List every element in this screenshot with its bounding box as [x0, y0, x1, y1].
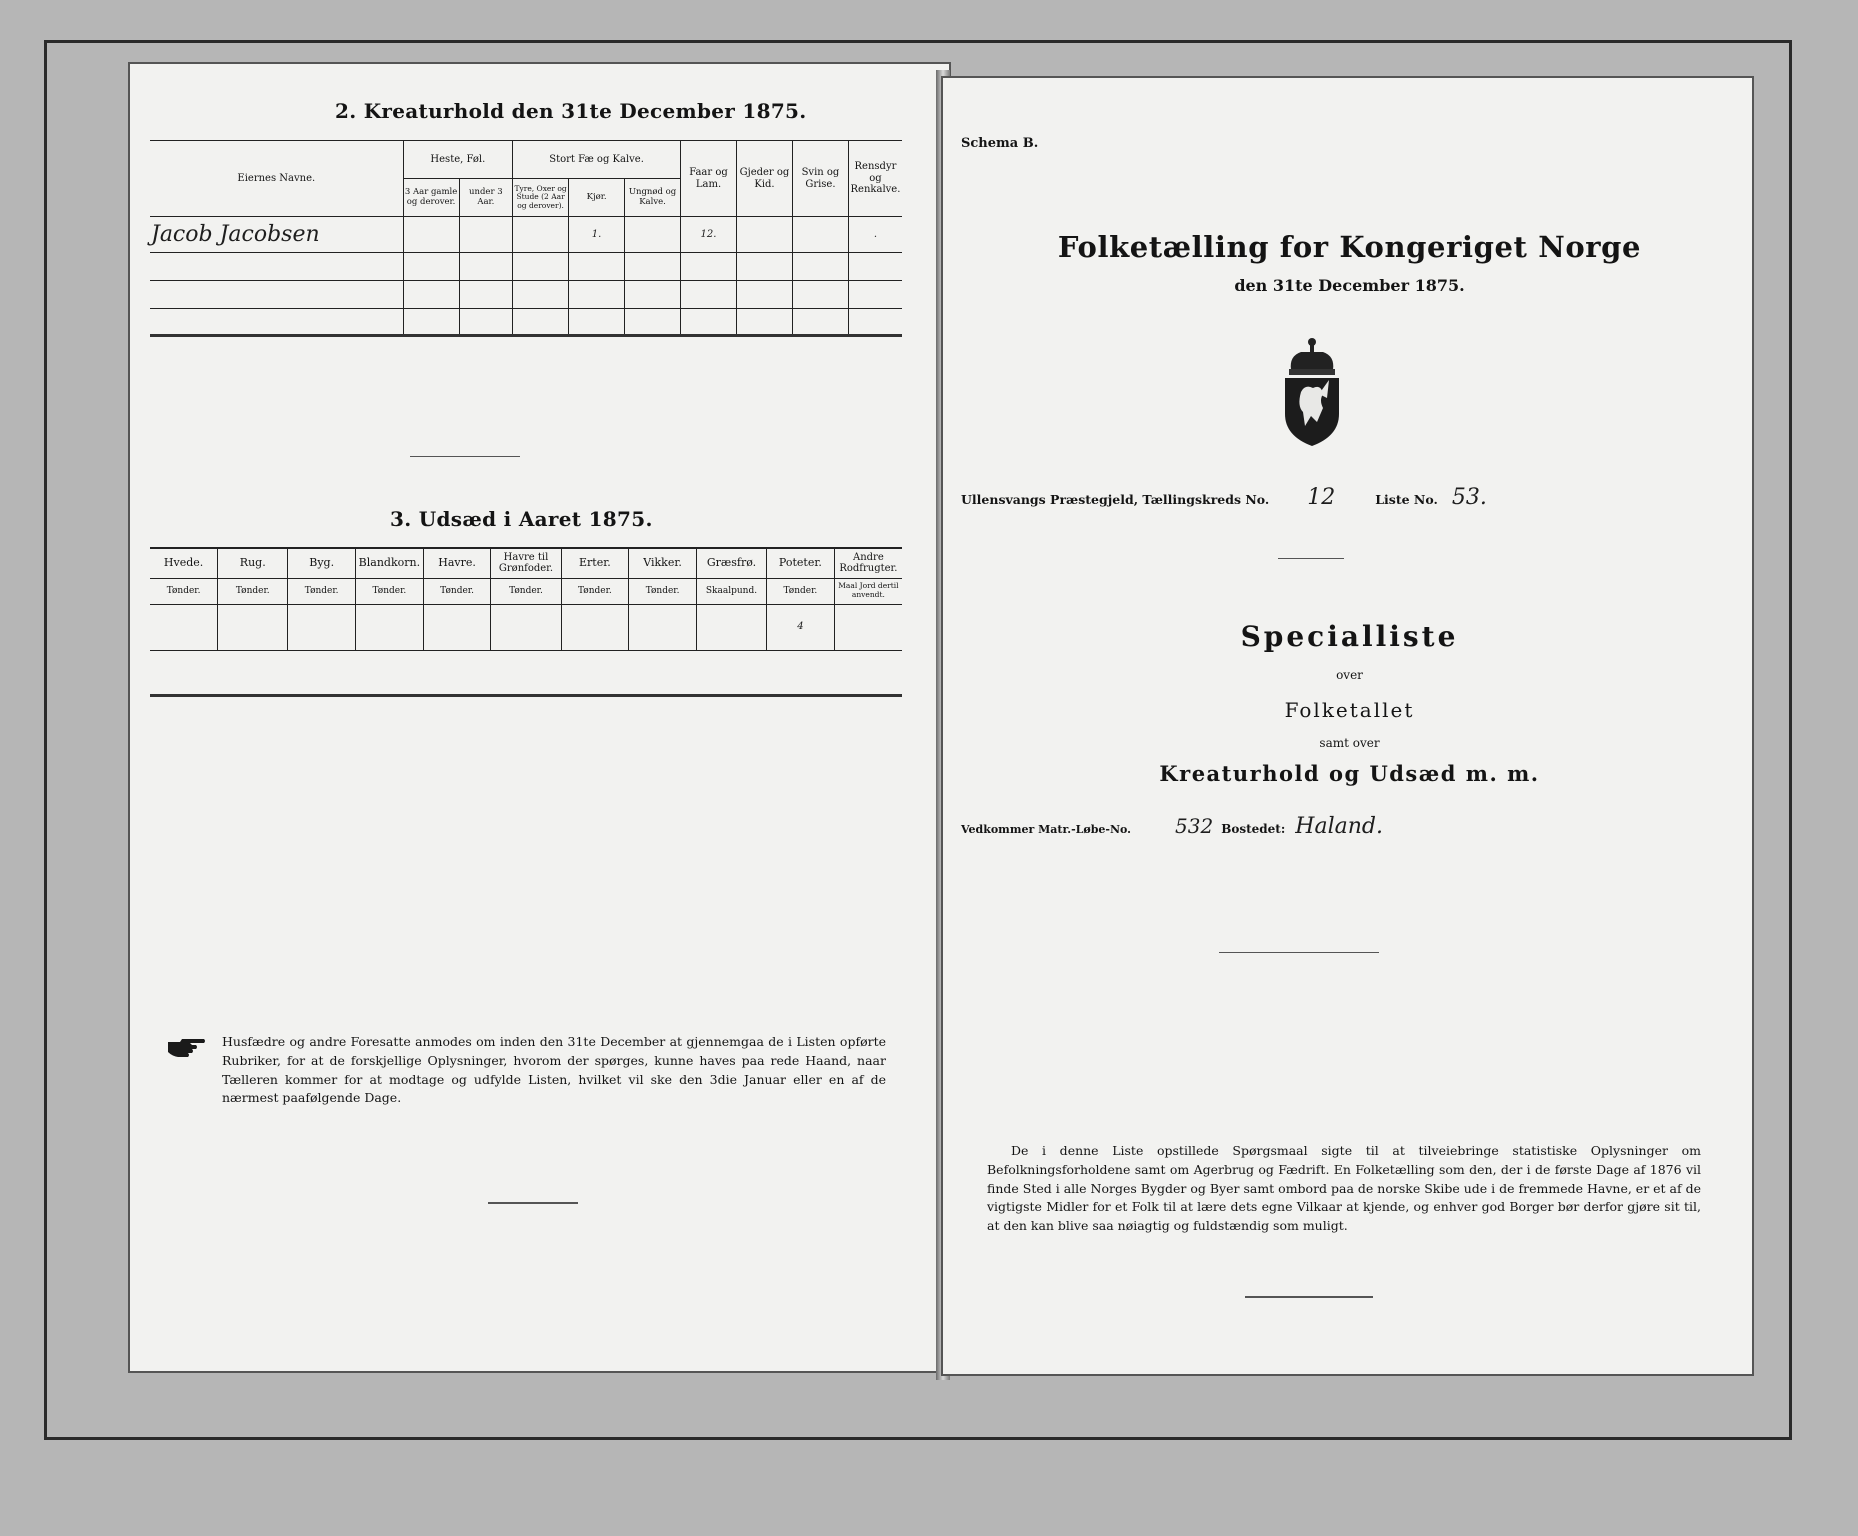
bostedet-value: Haland. — [1295, 814, 1383, 839]
udsaed-header-rodfrugter: Andre Rodfrugter. — [834, 548, 902, 578]
matr-value: 532 — [1175, 814, 1214, 838]
udsaed-bottom-rule — [150, 694, 902, 697]
stort-group-header: Stort Fæ og Kalve. — [513, 141, 681, 179]
kreaturhold-heading: Kreaturhold og Udsæd m. m. — [1159, 761, 1540, 786]
district-line — [961, 485, 1741, 510]
table-row — [150, 253, 902, 281]
unit: Tønder. — [288, 578, 356, 604]
coat-of-arms-icon — [1277, 336, 1347, 448]
document-date: den 31te December 1875. — [1234, 276, 1465, 295]
divider — [1245, 1296, 1373, 1298]
faar-header: Faar og Lam. — [681, 141, 737, 217]
table-row — [150, 281, 902, 309]
divider — [1278, 558, 1344, 559]
heste-group-header: Heste, Føl. — [403, 141, 513, 179]
unit: Tønder. — [629, 578, 697, 604]
unit: Tønder. — [423, 578, 491, 604]
krets-value: 12 — [1307, 485, 1336, 510]
heste-b-header: under 3 Aar. — [459, 179, 513, 217]
udsaed-header-byg: Byg. — [288, 548, 356, 578]
samt-over-text: samt over — [1319, 736, 1380, 750]
udsaed-header-hvede: Hvede. — [150, 548, 218, 578]
schema-label: Schema B. — [961, 136, 1039, 151]
udsaed-header-havre: Havre. — [423, 548, 491, 578]
gjeder-header: Gjeder og Kid. — [736, 141, 792, 217]
bostedet-label: Bostedet: — [1221, 822, 1286, 836]
kreaturhold-table — [150, 140, 902, 337]
udsaed-header-erter: Erter. — [561, 548, 629, 578]
udsaed-header-gronfoder: Havre til Grønfoder. — [491, 548, 561, 578]
table-row — [150, 217, 902, 253]
divider — [1219, 952, 1379, 953]
kjor-value: 1. — [569, 217, 625, 253]
stort-a-header: Tyre, Oxer og Stude (2 Aar og derover). — [513, 179, 569, 217]
unit: Tønder. — [218, 578, 288, 604]
stort-c-header: Ungnød og Kalve. — [625, 179, 681, 217]
folketallet-text: Folketallet — [1284, 698, 1415, 722]
udsaed-header-graesfro: Græsfrø. — [696, 548, 766, 578]
table-bottom-rule — [150, 334, 902, 337]
gjeder-value — [736, 217, 792, 253]
right-page — [941, 76, 1754, 1376]
left-page — [128, 62, 951, 1373]
unit: Skaalpund. — [696, 578, 766, 604]
owner-header: Eiernes Navne. — [150, 141, 403, 217]
unit: Maal Jord dertil anvendt. — [834, 578, 902, 604]
udsaed-header-poteter: Poteter. — [767, 548, 835, 578]
unit: Tønder. — [491, 578, 561, 604]
divider — [410, 456, 520, 457]
udsaed-header-blandkorn: Blandkorn. — [356, 548, 424, 578]
notice-text: Husfædre og andre Foresatte anmodes om inden den 31te December at gjennemgaa de i Listen opførte Rubriker, for at de forskjellige Oplysninger, hvorom der spørges, kunne haves paa rede Haand, naar Tælleren kommer for at modtage og udfylde Listen, hvilket vil ske den 3die Januar eller en af de nærmest paafølgende Dage. — [222, 1034, 886, 1106]
udsaed-table — [150, 547, 902, 651]
udsaed-header-rug: Rug. — [218, 548, 288, 578]
svin-header: Svin og Grise. — [792, 141, 848, 217]
table-row — [150, 309, 902, 337]
liste-label: Liste No. — [1375, 492, 1438, 507]
faar-value: 12. — [681, 217, 737, 253]
poteter-value: 4 — [767, 604, 835, 650]
owner-name: Jacob Jacobsen — [150, 217, 403, 253]
udsaed-header-vikker: Vikker. — [629, 548, 697, 578]
matr-line — [961, 814, 1383, 839]
liste-value: 53. — [1451, 485, 1487, 510]
specialliste-heading: Specialliste — [1240, 620, 1459, 653]
rensdyr-header: Rensdyr og Renkalve. — [848, 141, 902, 217]
table-row — [150, 604, 902, 650]
matr-label: Vedkommer Matr.-Løbe-No. — [961, 823, 1131, 836]
kreaturhold-title: 2. Kreaturhold den 31te December 1875. — [335, 99, 807, 123]
unit: Tønder. — [561, 578, 629, 604]
unit: Tønder. — [150, 578, 218, 604]
district-prefix: Ullensvangs Præstegjeld, Tællingskreds No. — [961, 492, 1270, 507]
footer-text: De i denne Liste opstillede Spørgsmaal sigte til at tilveiebringe statistiske Oplysninger om Befolkningsforholdene samt om Agerbrug og Fædrift. En Folketælling som den, der i de første Dage af 1876 vil finde Sted i alle Norges Bygder og Byer samt ombord paa de norske Skibe ude i de fremmede Havne, er et af de vigtigste Midler for et Folk til at lære dets egne Vilkaar at kjende, og enhver god Borger bør derfor gjøre sit til, at den kan blive saa nøiagtig og fuldstændig som muligt. — [987, 1143, 1701, 1233]
svin-value — [792, 217, 848, 253]
rensdyr-value: . — [848, 217, 902, 253]
pointing-hand-icon — [166, 1036, 206, 1058]
document-title: Folketælling for Kongeriget Norge — [1057, 230, 1642, 264]
udsaed-title: 3. Udsæd i Aaret 1875. — [390, 507, 653, 531]
over-text: over — [1336, 668, 1363, 682]
heste-a-header: 3 Aar gamle og derover. — [403, 179, 459, 217]
stort-b-header: Kjør. — [569, 179, 625, 217]
unit: Tønder. — [356, 578, 424, 604]
divider — [488, 1202, 578, 1204]
unit: Tønder. — [767, 578, 835, 604]
